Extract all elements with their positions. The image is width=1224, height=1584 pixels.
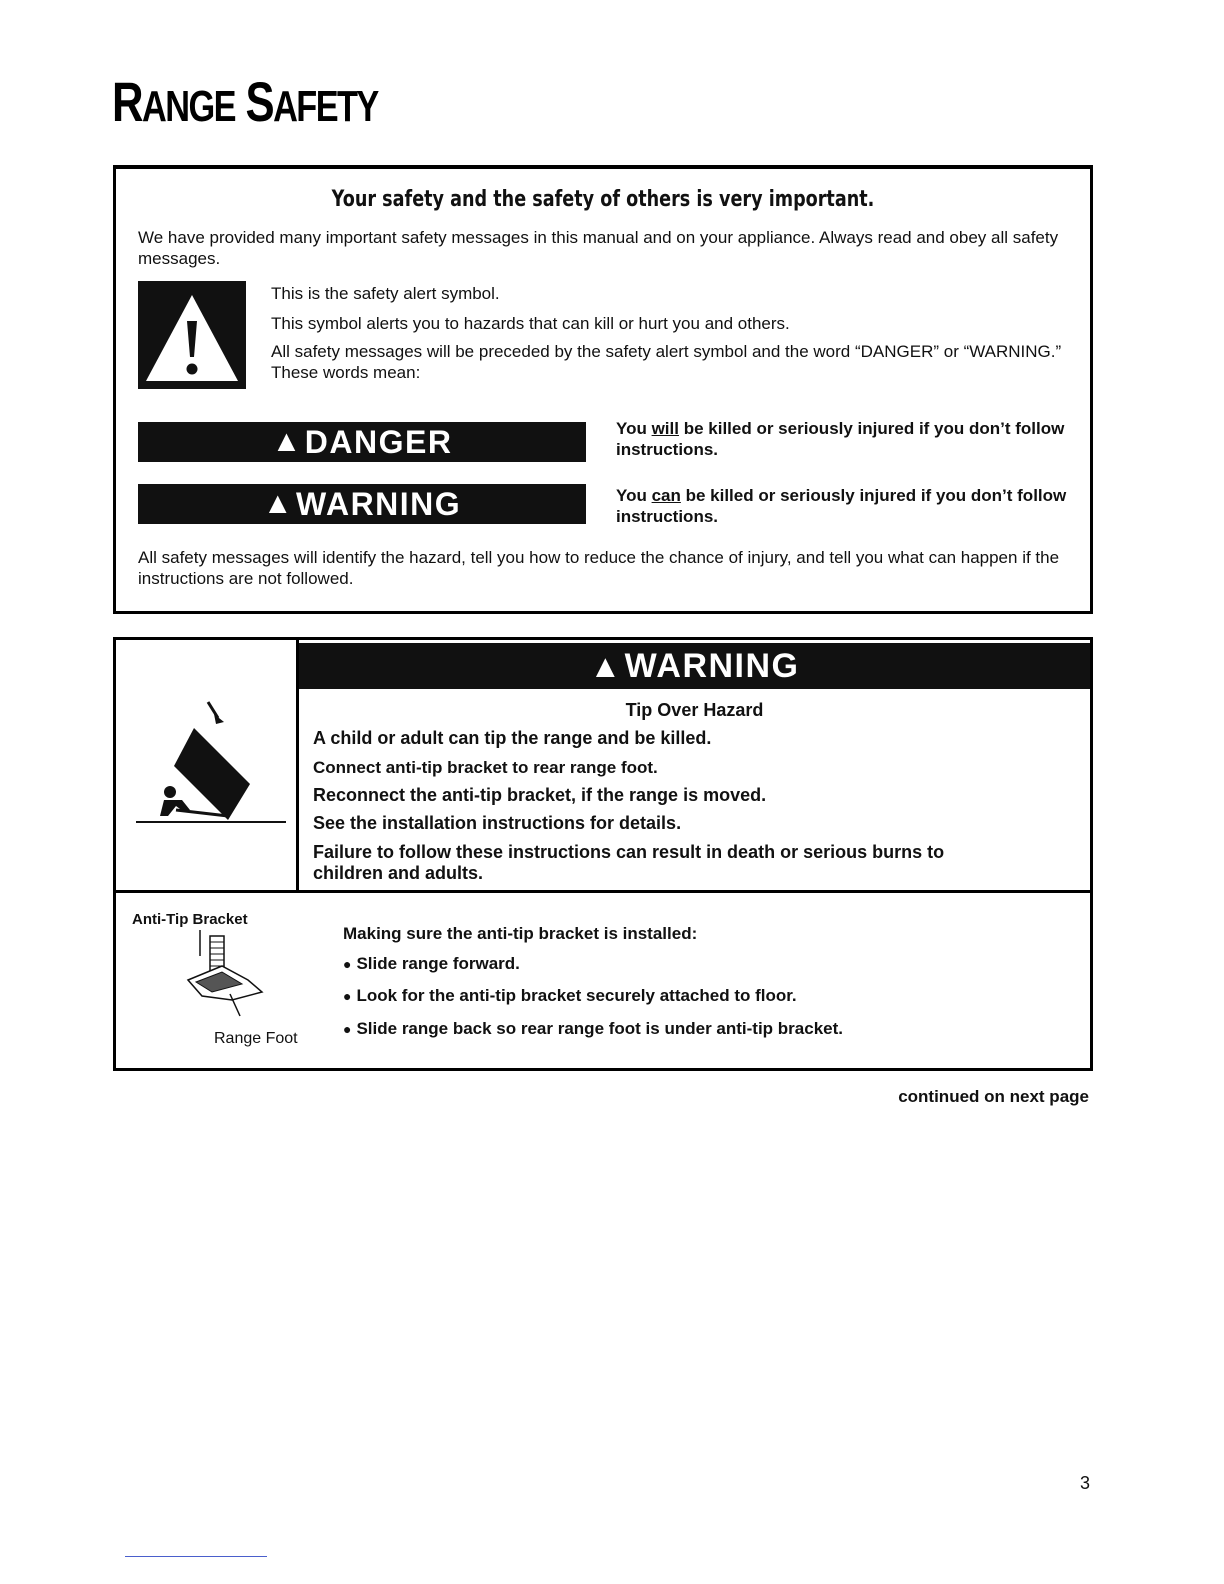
safety-intro-box [113, 165, 1093, 614]
intro-text: We have provided many important safety messages in this manual and on your appliance. Always read and obey all safety messages. [138, 228, 1059, 268]
list-item: ● Slide range forward. [343, 954, 520, 973]
page-number: 3 [1080, 1473, 1091, 1493]
anti-tip-bracket-illustration [182, 930, 272, 1020]
warning-meaning: You can be killed or seriously injured if you don’t follow instructions. [616, 486, 1067, 526]
danger-banner: ▲ DANGER [138, 422, 586, 462]
warning-banner: ▲ WARNING [138, 484, 586, 524]
section-divider [299, 890, 1090, 893]
symbol-line: All safety messages will be preceded by the safety alert symbol and the word “DANGER” or “WARNING.” These words mean: [271, 342, 1062, 382]
safety-heading: Your safety and the safety of others is very important. [331, 187, 875, 212]
list-item: ● Look for the anti-tip bracket securely attached to floor. [343, 986, 797, 1005]
list-item: ● Slide range back so rear range foot is under anti-tip bracket. [343, 1019, 843, 1038]
warning-line: Reconnect the anti-tip bracket, if the range is moved. [313, 785, 767, 805]
warning-line: Connect anti-tip bracket to rear range foot. [313, 758, 658, 777]
page-title: RANGE SAFETY [112, 70, 378, 133]
safety-alert-icon [138, 281, 246, 389]
symbol-line: This symbol alerts you to hazards that can kill or hurt you and others. [271, 314, 790, 333]
warning-triangle-icon: ▲ [271, 425, 303, 458]
bullet-icon: ● [343, 1021, 352, 1037]
warning-line: See the installation instructions for details. [313, 813, 682, 833]
bullet-icon: ● [343, 956, 352, 972]
tip-warning-banner: ▲ WARNING [299, 643, 1090, 689]
tip-over-illustration [136, 700, 286, 830]
warning-line: Failure to follow these instructions can result in death or serious burns to children and adults. [313, 842, 945, 883]
warning-triangle-icon: ▲ [589, 648, 623, 684]
bullet-icon: ● [343, 988, 352, 1004]
symbol-line: This is the safety alert symbol. [271, 284, 500, 303]
danger-meaning: You will be killed or seriously injured if you don’t follow instructions. [616, 419, 1065, 459]
warning-line: A child or adult can tip the range and be killed. [313, 728, 712, 748]
tip-illustration-cell [116, 640, 299, 893]
warning-triangle-icon: ▲ [262, 487, 295, 520]
tip-over-warning-box [113, 637, 1093, 1071]
continued-note: continued on next page [898, 1087, 1089, 1106]
footer-rule [125, 1556, 267, 1557]
range-foot-label: Range Foot [214, 1030, 298, 1047]
outro-text: All safety messages will identify the hazard, tell you how to reduce the chance of injury, and tell you what can happen if the instructions are not followed. [138, 548, 1060, 588]
hazard-title: Tip Over Hazard [625, 700, 764, 720]
anti-tip-bracket-label: Anti-Tip Bracket [132, 911, 248, 928]
check-heading: Making sure the anti-tip bracket is installed: [343, 924, 698, 943]
